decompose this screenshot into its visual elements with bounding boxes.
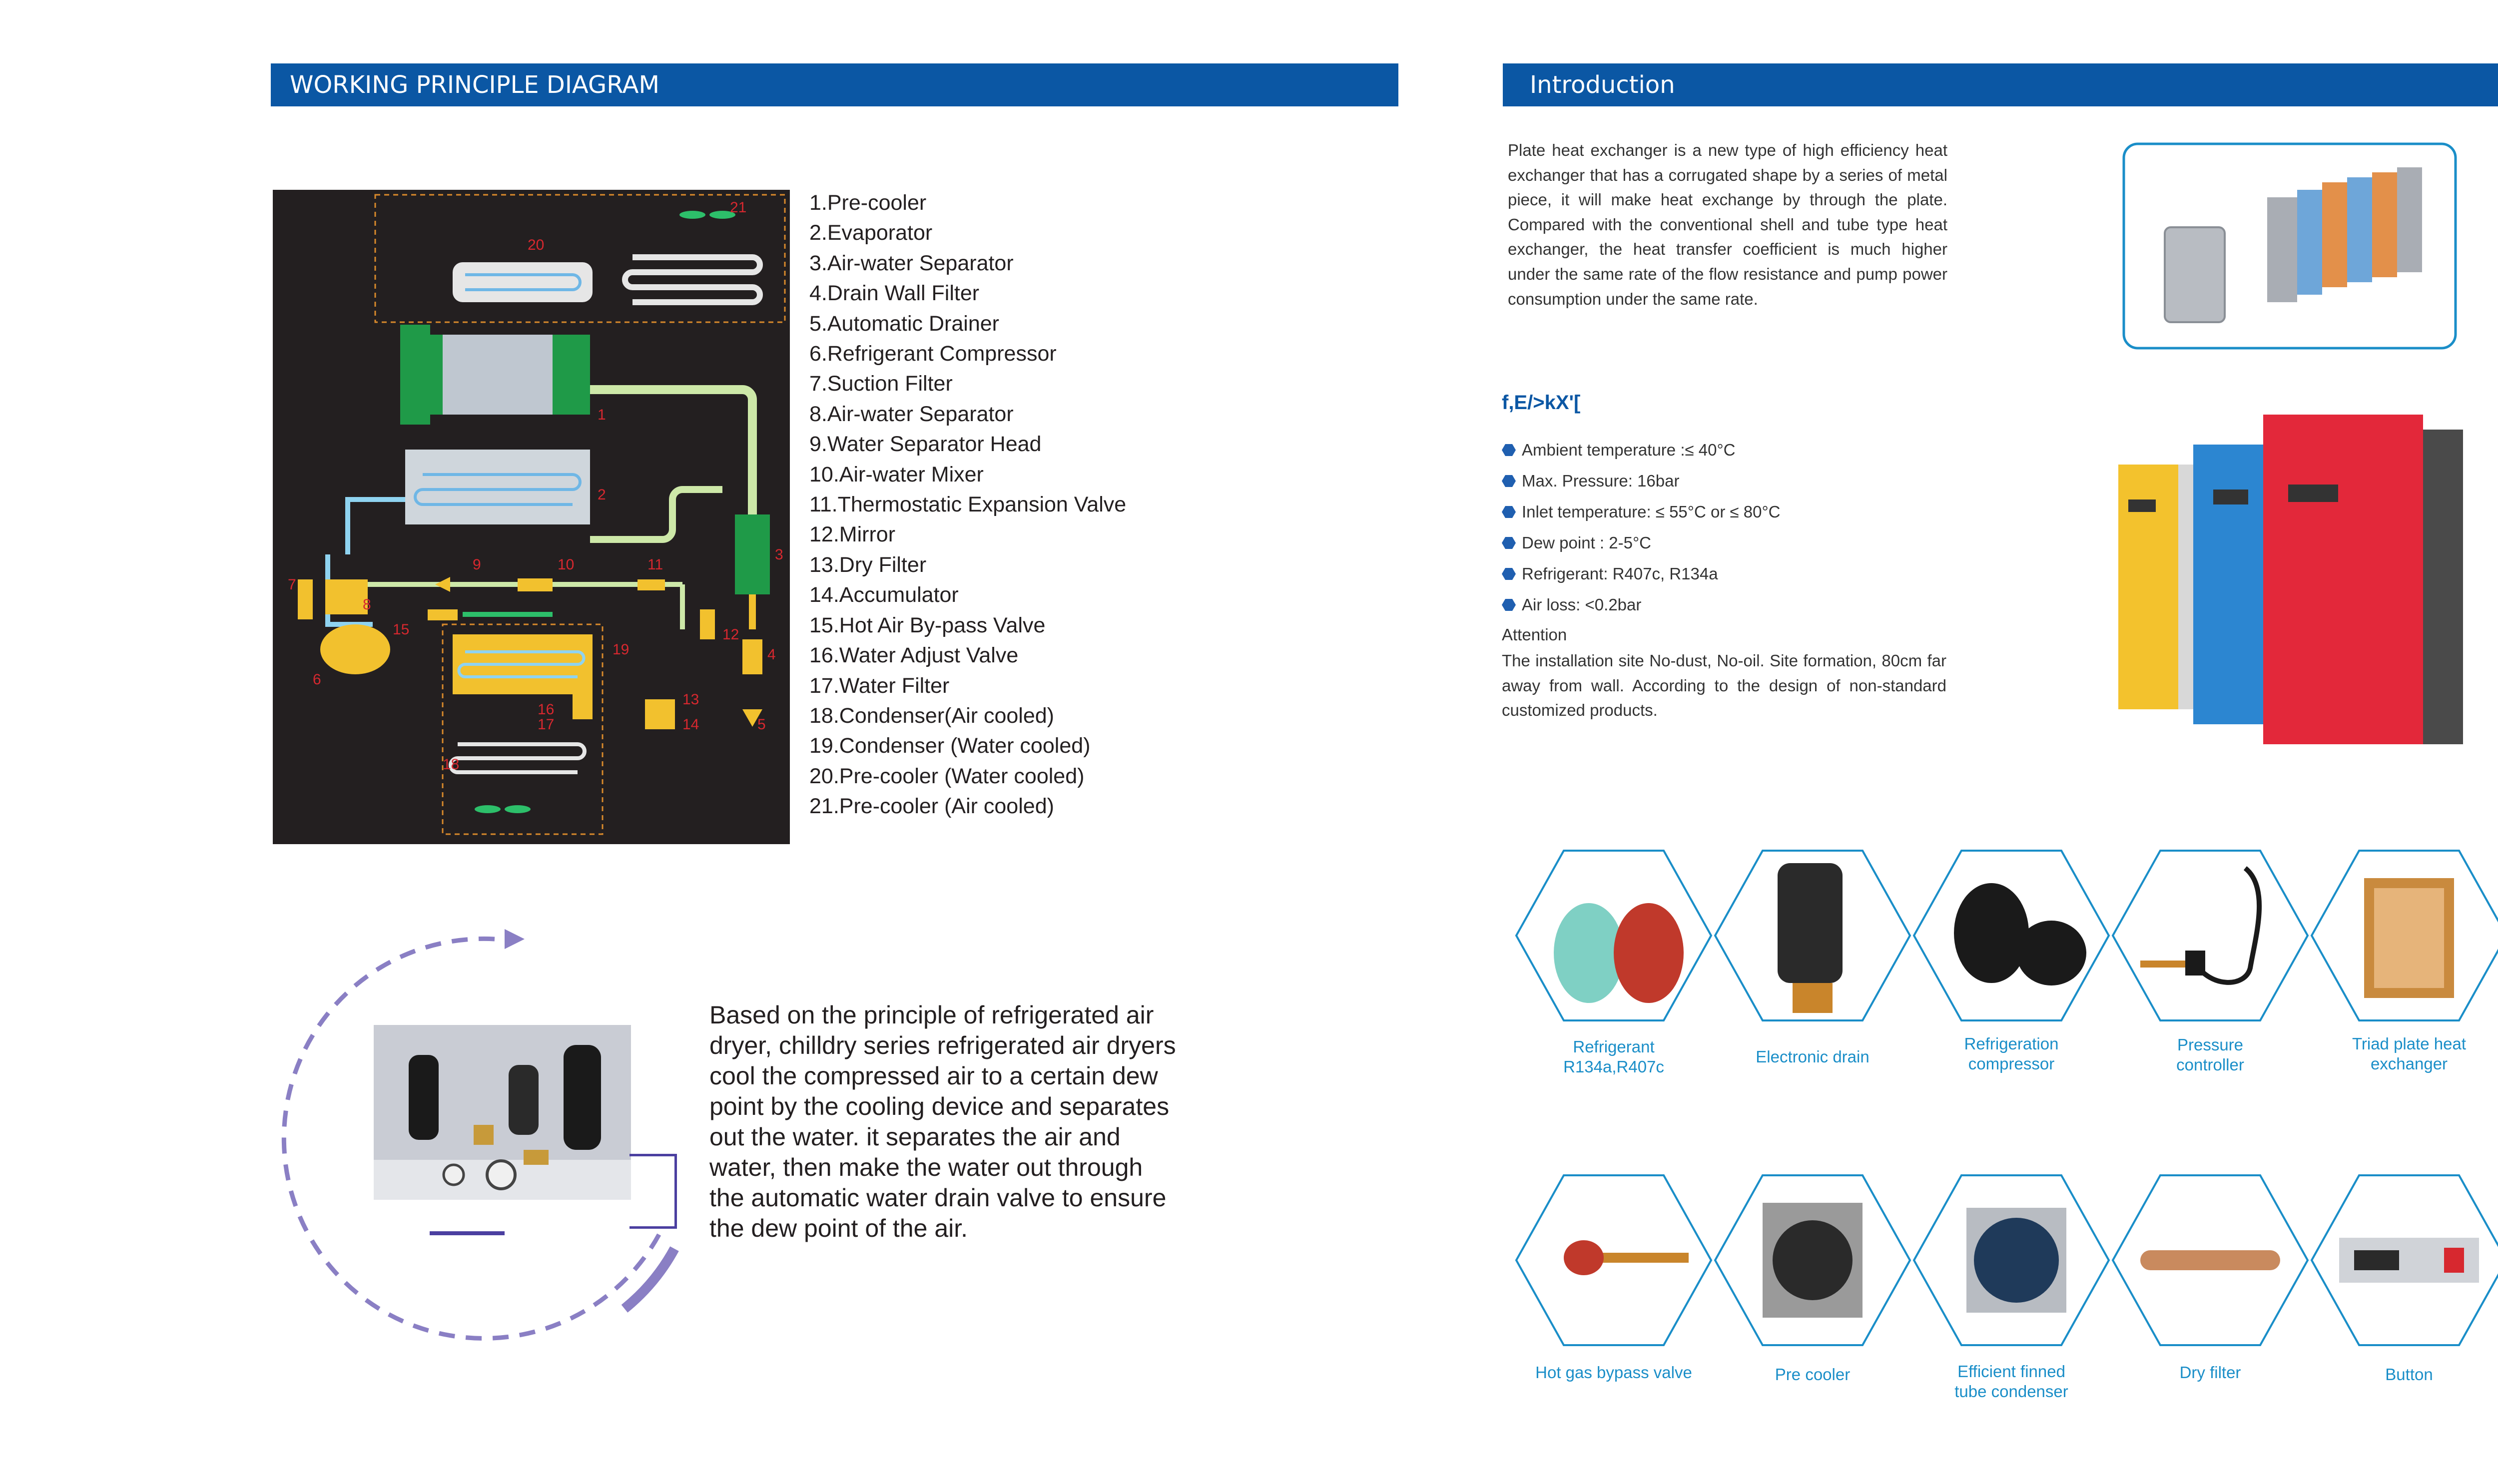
svg-text:4: 4 xyxy=(767,646,776,663)
intro-paragraph: Plate heat exchanger is a new type of high efficiency heat exchanger that has a corrugated shape by a series of metal piece, it will make heat exchange by through the plate. Compared with the conventional shell and tube type heat exchanger, the heat transfer coefficient is much higher under the same rate of the flow resistance and pump power consumption under the same rate. xyxy=(1508,141,1947,308)
svg-text:6: 6 xyxy=(313,671,321,688)
svg-text:11: 11 xyxy=(647,556,663,573)
legend-item: 19.Condenser (Water cooled) xyxy=(809,734,1091,758)
svg-text:16: 16 xyxy=(538,701,555,718)
svg-text:9: 9 xyxy=(473,556,481,573)
component-label: Refrigeration compressor xyxy=(1964,1034,2059,1073)
hexagon-button xyxy=(2309,1173,2498,1348)
hexagon-electronic-drain xyxy=(1713,848,1912,1023)
svg-text:12: 12 xyxy=(722,626,739,643)
diagram-legend xyxy=(809,188,1126,822)
hexagon-hot-gas-bypass xyxy=(1514,1173,1714,1348)
component-label: Pressure controller xyxy=(2176,1035,2244,1074)
legend-item: 17.Water Filter xyxy=(809,673,950,698)
legend-item: 12.Mirror xyxy=(809,522,896,547)
legend-item: 4.Drain Wall Filter xyxy=(809,281,980,306)
attention-title: Attention xyxy=(1502,625,1567,644)
working-principle-header: WORKING PRINCIPLE DIAGRAM xyxy=(271,63,1398,106)
svg-text:1: 1 xyxy=(598,407,606,423)
legend-item: 14.Accumulator xyxy=(809,583,959,607)
arc-arrow-icon xyxy=(505,929,525,949)
legend-item: 6.Refrigerant Compressor xyxy=(809,342,1057,366)
hexagon-pressure-controller xyxy=(2110,848,2310,1023)
svg-text:15: 15 xyxy=(393,621,410,638)
hexagon-bullet-icon xyxy=(1502,567,1516,581)
spec-item: Max. Pressure: 16bar xyxy=(1502,466,1781,496)
svg-text:17: 17 xyxy=(538,716,555,733)
legend-item: 13.Dry Filter xyxy=(809,552,927,577)
plate-heat-exchanger-image xyxy=(2122,142,2457,350)
svg-text:8: 8 xyxy=(363,596,371,613)
svg-text:10: 10 xyxy=(558,556,575,573)
components-photo xyxy=(374,1025,631,1200)
svg-text:21: 21 xyxy=(730,199,747,216)
electronic-drain-icon xyxy=(1778,863,1843,983)
svg-text:5: 5 xyxy=(757,716,766,733)
svg-text:7: 7 xyxy=(288,576,296,593)
working-principle-diagram xyxy=(273,190,790,844)
component-label: Efficient finned tube condenser xyxy=(1954,1362,2068,1401)
legend-item: 15.Hot Air By-pass Valve xyxy=(809,613,1046,637)
specs-list xyxy=(1502,435,1781,620)
principle-paragraph: Based on the principle of refrigerated air dryer, chilldry series refrigerated air dryers cool the compressed air to a certain dew point by the cooling device and separates out the water. it separates the air and water, then make the water out through the automatic water drain valve to ensure the dew point of the air. xyxy=(709,1001,1176,1242)
legend-item: 10.Air-water Mixer xyxy=(809,462,984,487)
spec-item: Air loss: <0.2bar xyxy=(1502,589,1781,620)
legend-item: 20.Pre-cooler (Water cooled) xyxy=(809,764,1085,788)
air-dryer-units-image xyxy=(2098,405,2488,784)
component-label: Triad plate heat exchanger xyxy=(2352,1034,2467,1073)
component-label: Dry filter xyxy=(2179,1363,2241,1382)
legend-item: 18.Condenser(Air cooled) xyxy=(809,703,1054,728)
svg-text:3: 3 xyxy=(775,546,783,563)
refrigerant-cylinder-icon xyxy=(1554,903,1624,1003)
hexagon-bullet-icon xyxy=(1502,443,1516,457)
component-label: Refrigerant R134a,R407c xyxy=(1563,1037,1664,1076)
attention-paragraph: The installation site No-dust, No-oil. Site formation, 80cm far away from wall. According to the design of non-standard customized products. xyxy=(1502,651,1946,719)
hexagon-finned-condenser xyxy=(1911,1173,2111,1348)
legend-item: 9.Water Separator Head xyxy=(809,432,1042,457)
svg-text:2: 2 xyxy=(598,487,606,503)
introduction-header: Introduction xyxy=(1503,63,2498,106)
component-label: Pre cooler xyxy=(1775,1365,1851,1384)
legend-item: 16.Water Adjust Valve xyxy=(809,643,1019,668)
hexagon-pre-cooler xyxy=(1713,1173,1912,1348)
compressor-icon xyxy=(1954,883,2029,983)
svg-text:13: 13 xyxy=(682,691,699,708)
component-label: Hot gas bypass valve xyxy=(1535,1363,1692,1382)
hexagon-bullet-icon xyxy=(1502,474,1516,488)
legend-item: 5.Automatic Drainer xyxy=(809,311,999,336)
photo-frame-line xyxy=(629,1154,677,1229)
spec-item: Ambient temperature :≤ 40°C xyxy=(1502,435,1781,466)
hexagon-bullet-icon xyxy=(1502,536,1516,550)
legend-item: 8.Air-water Separator xyxy=(809,402,1014,426)
legend-item: 11.Thermostatic Expansion Valve xyxy=(809,493,1127,517)
refrigerant-cylinder-icon xyxy=(1614,903,1684,1003)
photo-underline xyxy=(430,1231,505,1235)
legend-item: 21.Pre-cooler (Air cooled) xyxy=(809,794,1054,819)
svg-text:18: 18 xyxy=(443,756,460,773)
hexagon-plate-heat-exchanger xyxy=(2309,848,2498,1023)
hexagon-compressor xyxy=(1911,848,2111,1023)
hexagon-dry-filter xyxy=(2110,1173,2310,1348)
dry-filter-icon xyxy=(2140,1250,2280,1270)
hexagon-bullet-icon xyxy=(1502,598,1516,612)
legend-item: 1.Pre-cooler xyxy=(809,191,927,215)
svg-text:20: 20 xyxy=(528,237,545,253)
spec-item: Inlet temperature: ≤ 55°C or ≤ 80°C xyxy=(1502,496,1781,527)
specs-title: f,E/>kX'[ xyxy=(1502,392,1581,414)
hexagon-bullet-icon xyxy=(1502,505,1516,519)
spec-item: Dew point : 2-5°C xyxy=(1502,527,1781,558)
legend-item: 2.Evaporator xyxy=(809,221,933,245)
hexagon-refrigerant xyxy=(1514,848,1714,1023)
spec-item: Refrigerant: R407c, R134a xyxy=(1502,558,1781,589)
svg-text:14: 14 xyxy=(682,716,699,733)
component-label: Electronic drain xyxy=(1756,1047,1870,1066)
component-label: Button xyxy=(2385,1365,2433,1384)
legend-item: 3.Air-water Separator xyxy=(809,251,1014,275)
svg-text:19: 19 xyxy=(613,641,629,658)
legend-item: 7.Suction Filter xyxy=(809,372,953,396)
